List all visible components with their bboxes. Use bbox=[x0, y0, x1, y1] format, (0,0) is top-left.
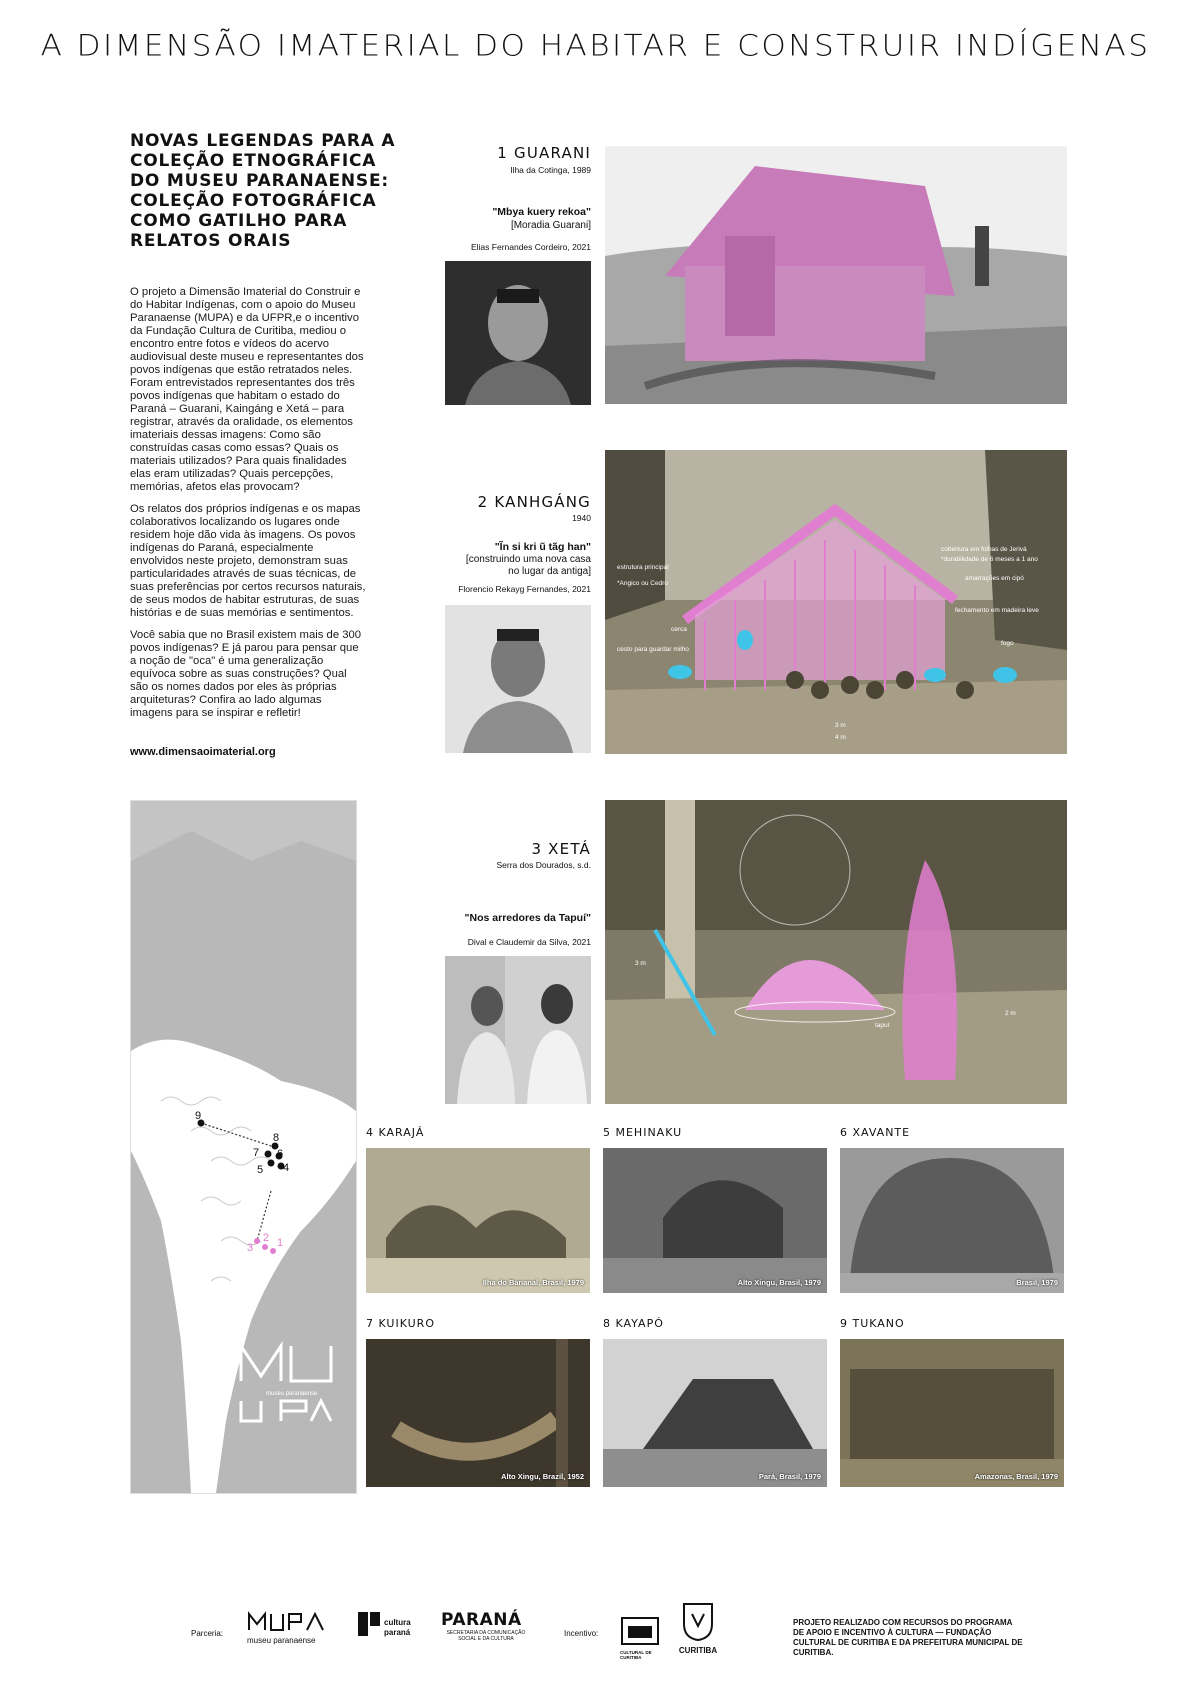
credit-kanhgang: Florencio Rekayg Fernandes, 2021 bbox=[458, 584, 591, 594]
annotation-width: 3 m bbox=[835, 722, 846, 729]
cultura-parana-logo bbox=[358, 1610, 428, 1650]
page-title: A DIMENSÃO IMATERIAL DO HABITAR E CONSTRUIR INDÍGENAS bbox=[40, 28, 1151, 64]
mupa-logo-text: museu paranaense bbox=[247, 1636, 316, 1645]
map-point-4: 4 bbox=[283, 1162, 290, 1174]
parana-logo bbox=[441, 1610, 541, 1652]
section-title-kanhgang: 2 KANHGÁNG bbox=[477, 493, 591, 511]
annotation-fence: cerca bbox=[671, 626, 687, 633]
partners-label: Parceria: bbox=[191, 1629, 224, 1638]
footer-funding-note: PROJETO REALIZADO COM RECURSOS DO PROGRAMA DE APOIO E INCENTIVO À CULTURA — FUNDAÇÃO CULTURAL DE CURITIBA E DA PREFEITURA MUNICIPAL DE CURITIBA. bbox=[793, 1618, 1023, 1657]
annotation-width-xeta: 2 m bbox=[1005, 1010, 1016, 1017]
map-point-2: 2 bbox=[263, 1232, 270, 1244]
thumb-title-kuikuro: 7 KUIKURO bbox=[366, 1317, 435, 1330]
annotation-durability: *durabilidade de 6 meses a 1 ano bbox=[941, 556, 1038, 563]
curitiba-logo-text: CURITIBA bbox=[678, 1646, 718, 1655]
annotation-species: *Angico ou Cedro bbox=[617, 580, 668, 587]
section-title-xeta: 3 XETÁ bbox=[531, 840, 591, 858]
cultura-logo-text: cultura paraná bbox=[384, 1618, 411, 1637]
parana-logo-text: PARANÁ bbox=[441, 1610, 522, 1630]
website-link[interactable]: www.dimensaoimaterial.org bbox=[130, 746, 276, 758]
thumb-caption-karaja: Ilha do Bananal, Brasil, 1979 bbox=[482, 1278, 584, 1287]
thumb-karaja bbox=[366, 1148, 590, 1293]
thumb-caption-tukano: Amazonas, Brasil, 1979 bbox=[974, 1472, 1058, 1481]
thumb-mehinaku bbox=[603, 1148, 827, 1293]
map-point-1: 1 bbox=[277, 1237, 284, 1249]
annotation-roof: cobertura em folhas de Jerivá bbox=[941, 546, 1027, 553]
thumb-title-mehinaku: 5 MEHINAKU bbox=[603, 1126, 683, 1139]
intro-paragraph-1: O projeto a Dimensão Imaterial do Construir e do Habitar Indígenas, com o apoio do Museu Paranaense (MUPA) e da UFPR,e o incentivo da Fundação Cultura de Curitiba, mediou o encontro entre fotos e vídeos do acervo audiovisual deste museu e representantes dos povos indígenas que estão retratados neles. Foram entrevistados representantes dos três povos indígenas que habitam o estado do Paraná – Guarani, Kaingáng e Xetá – para registrar, através da oralidade, os elementos imateriais dessas imagens: Como são construídas casas como essas? Quais os materiais utilizados? Para quais finalidades elas eram utilizadas? Quais percepções, memórias, afetos elas provocam? bbox=[130, 286, 364, 493]
intro-body bbox=[130, 286, 367, 729]
quote-guarani: "Mbya kuery rekoa" bbox=[492, 206, 591, 218]
thumb-tukano bbox=[840, 1339, 1064, 1487]
quote-xeta: "Nos arredores da Tapuí" bbox=[464, 912, 591, 924]
map-point-5: 5 bbox=[257, 1164, 264, 1176]
parana-logo-subtext: SECRETARIA DA COMUNICAÇÃO SOCIAL E DA CULTURA bbox=[446, 1630, 526, 1642]
quote-translation-guarani: [Moradia Guarani] bbox=[510, 220, 591, 231]
thumb-title-kayapo: 8 KAYAPÓ bbox=[603, 1317, 664, 1330]
annotation-tapui: tapuí bbox=[875, 1022, 890, 1029]
annotation-structure: estrutura principal bbox=[617, 564, 669, 571]
section-place-kanhgang: 1940 bbox=[572, 513, 591, 523]
thumb-kuikuro bbox=[366, 1339, 590, 1487]
intro-paragraph-3: Você sabia que no Brasil existem mais de 300 povos indígenas? E já parou para pensar que a noção de "oca" é uma generalização equívoca sobre as suas construções? Qual são os nomes dados por eles às próprias arquiteturas? Confira ao lado algumas imagens para se inspirar e refletir! bbox=[130, 629, 362, 719]
thumb-caption-kayapo: Pará, Brasil, 1979 bbox=[758, 1472, 821, 1481]
credit-xeta: Dival e Claudemir da Silva, 2021 bbox=[467, 937, 591, 947]
annotation-fire: fogo bbox=[1001, 640, 1014, 647]
annotation-height: 3 m bbox=[635, 960, 646, 967]
fcc-logo-text: CULTURAL DE CURITIBA bbox=[620, 1650, 652, 1660]
thumb-caption-mehinaku: Alto Xingu, Brasil, 1979 bbox=[737, 1278, 821, 1287]
thumb-caption-xavante: Brasil, 1979 bbox=[1016, 1278, 1058, 1287]
quote-translation-kanhgang: [construindo uma nova casa no lugar da antiga] bbox=[465, 554, 591, 577]
mupa-logo bbox=[247, 1610, 337, 1650]
section-place-xeta: Serra dos Dourados, s.d. bbox=[496, 860, 591, 870]
map-point-3: 3 bbox=[247, 1242, 254, 1254]
map-point-7: 7 bbox=[253, 1147, 260, 1159]
thumb-kayapo bbox=[603, 1339, 827, 1487]
photo-kanhgang-house bbox=[605, 450, 1067, 754]
map-point-8: 8 bbox=[273, 1132, 280, 1144]
south-america-map bbox=[130, 800, 357, 1494]
section-place-guarani: Ilha da Cotinga, 1989 bbox=[510, 165, 591, 175]
map-logo-text: museu paranaense bbox=[266, 1391, 318, 1397]
credit-guarani: Elias Fernandes Cordeiro, 2021 bbox=[470, 242, 591, 252]
annotation-basket: cesto para guardar milho bbox=[617, 646, 689, 653]
photo-guarani-house bbox=[605, 146, 1067, 404]
annotation-walls: fechamento em madeira leve bbox=[955, 607, 1039, 614]
map-point-6: 6 bbox=[277, 1148, 284, 1160]
curitiba-logo bbox=[676, 1598, 720, 1656]
quote-kanhgang: "Ĩn si kri ũ tãg han" bbox=[494, 541, 591, 553]
curitiba-coat-of-arms-icon bbox=[678, 1598, 718, 1642]
thumb-caption-kuikuro: Alto Xingu, Brazil, 1952 bbox=[501, 1472, 584, 1481]
portrait-xeta bbox=[445, 956, 591, 1104]
intro-paragraph-2: Os relatos dos próprios indígenas e os mapas colaborativos localizando os lugares onde residem hoje dão vida às imagens. Os povos indígenas do Paraná, especialmente envolvidos neste projeto, demonstram suas particularidades através de suas técnicas, de suas preferências por certos recursos naturais, de seus modos de habitar estruturas, de suas histórias e de suas memórias e sentimentos. bbox=[130, 503, 366, 619]
thumb-title-xavante: 6 XAVANTE bbox=[840, 1126, 911, 1139]
intro-heading: NOVAS LEGENDAS PARA A COLEÇÃO ETNOGRÁFICA DO MUSEU PARANAENSE: COLEÇÃO FOTOGRÁFICA COMO GATILHO PARA RELATOS ORAIS bbox=[130, 131, 396, 251]
map-point-9: 9 bbox=[195, 1110, 202, 1122]
incentive-label: Incentivo: bbox=[564, 1629, 599, 1638]
annotation-ties: amarrações em cipó bbox=[965, 575, 1024, 582]
section-title-guarani: 1 GUARANI bbox=[497, 144, 591, 162]
portrait-kanhgang bbox=[445, 605, 591, 753]
thumb-title-karaja: 4 KARAJÁ bbox=[366, 1126, 425, 1139]
fcc-logo bbox=[620, 1616, 660, 1660]
annotation-length: 4 m bbox=[835, 734, 846, 741]
thumb-xavante bbox=[840, 1148, 1064, 1293]
portrait-guarani bbox=[445, 261, 591, 405]
photo-xeta-house bbox=[605, 800, 1067, 1104]
thumb-title-tukano: 9 TUKANO bbox=[840, 1317, 905, 1330]
